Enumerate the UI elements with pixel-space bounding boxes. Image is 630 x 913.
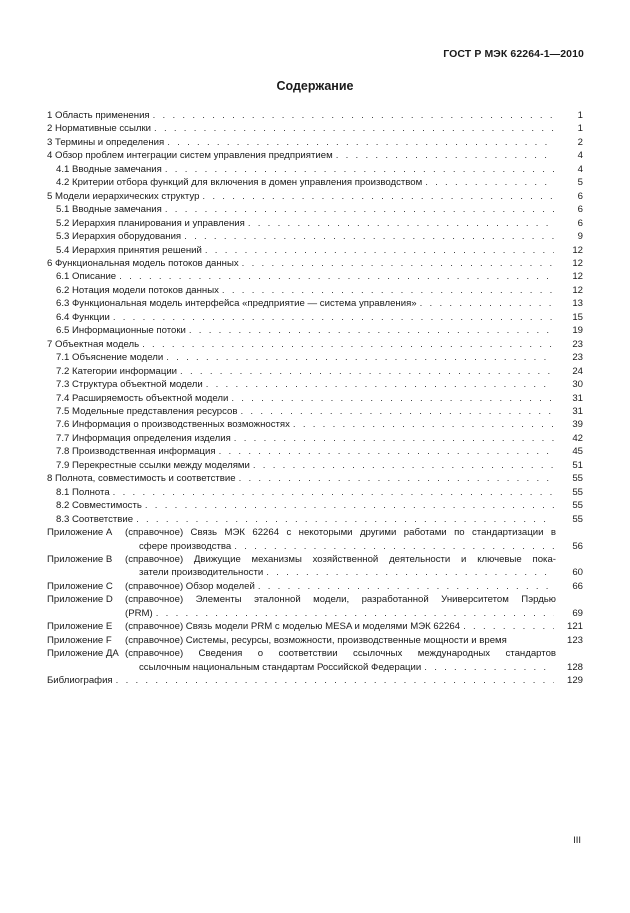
appendix-title-line2: сфере производства bbox=[139, 540, 232, 552]
toc-entry[interactable] bbox=[47, 122, 583, 135]
toc-entry-label: 7.6 Информация о производственных возможностях bbox=[56, 419, 290, 431]
toc-entry[interactable] bbox=[47, 459, 583, 472]
toc-entry-page: 15 bbox=[572, 311, 583, 323]
dot-leader bbox=[202, 190, 554, 203]
toc-entry[interactable] bbox=[47, 109, 583, 122]
toc-entry[interactable] bbox=[47, 176, 583, 189]
toc-entry[interactable] bbox=[47, 378, 583, 391]
dot-leader bbox=[424, 661, 554, 674]
toc-entry[interactable] bbox=[47, 338, 583, 351]
toc-entry[interactable] bbox=[47, 486, 583, 499]
toc-entry-label: 5.1 Вводные замечания bbox=[56, 204, 162, 216]
appendix-label: Приложение E bbox=[47, 621, 113, 633]
table-of-contents bbox=[47, 109, 583, 687]
toc-entry-appendix[interactable] bbox=[47, 620, 583, 633]
toc-entry-label: 7 Объектная модель bbox=[47, 338, 140, 350]
dot-leader bbox=[420, 297, 554, 310]
toc-entry[interactable] bbox=[47, 230, 583, 243]
dot-leader bbox=[242, 257, 554, 270]
toc-entry-label: 4.1 Вводные замечания bbox=[56, 163, 162, 175]
toc-entry[interactable] bbox=[47, 270, 583, 283]
toc-entry-label: 7.4 Расширяемость объектной модели bbox=[56, 392, 229, 404]
toc-entry-page: 4 bbox=[577, 163, 583, 175]
toc-entry-page: 45 bbox=[572, 446, 583, 458]
dot-leader bbox=[240, 405, 554, 418]
toc-sections bbox=[47, 109, 583, 526]
toc-entry-page: 60 bbox=[572, 567, 583, 579]
dot-leader bbox=[463, 620, 554, 633]
toc-entry-page: 1 bbox=[577, 123, 583, 135]
page-title: Содержание bbox=[276, 79, 354, 93]
toc-entry-label: 7.9 Перекрестные ссылки между моделями bbox=[56, 459, 250, 471]
toc-entry-label: 7.1 Объяснение модели bbox=[56, 352, 164, 364]
appendix-label: Приложение ДА bbox=[47, 648, 119, 660]
toc-entry-label: 6.1 Описание bbox=[56, 271, 117, 283]
dot-leader bbox=[293, 418, 554, 431]
dot-leader bbox=[219, 445, 554, 458]
toc-entry[interactable] bbox=[47, 284, 583, 297]
toc-entry-label: 2 Нормативные ссылки bbox=[47, 123, 152, 135]
toc-entry-appendix[interactable] bbox=[47, 526, 583, 553]
toc-entry[interactable] bbox=[47, 297, 583, 310]
toc-entry-page: 23 bbox=[572, 352, 583, 364]
appendix-title-line1: (справочное) Сведения о соответствии ссылочных международных стандартов bbox=[125, 648, 556, 660]
toc-entry-page: 24 bbox=[572, 365, 583, 377]
toc-entry-page: 23 bbox=[572, 338, 583, 350]
dot-leader bbox=[116, 674, 554, 687]
dot-leader bbox=[222, 284, 554, 297]
toc-entry-label: 7.7 Информация определения изделия bbox=[56, 432, 231, 444]
toc-entry-page: 31 bbox=[572, 392, 583, 404]
toc-entry-label: 7.5 Модельные представления ресурсов bbox=[56, 405, 238, 417]
toc-entry[interactable] bbox=[47, 499, 583, 512]
dot-leader bbox=[189, 324, 554, 337]
toc-entry-label: 8.2 Совместимость bbox=[56, 500, 142, 512]
toc-entry-page: 55 bbox=[572, 473, 583, 485]
toc-entry-page: 69 bbox=[572, 607, 583, 619]
toc-entry-page: 9 bbox=[577, 231, 583, 243]
toc-entry-page: 2 bbox=[577, 136, 583, 148]
toc-entry-label: 6.2 Нотация модели потоков данных bbox=[56, 284, 219, 296]
toc-entry[interactable] bbox=[47, 513, 583, 526]
toc-entry-page: 55 bbox=[572, 500, 583, 512]
toc-entry[interactable] bbox=[47, 203, 583, 216]
appendix-label: Приложение A bbox=[47, 527, 113, 539]
toc-entry-label: Библиография bbox=[47, 675, 113, 687]
toc-entry-label: 7.3 Структура объектной модели bbox=[56, 379, 203, 391]
toc-entry-label: 8.1 Полнота bbox=[56, 486, 110, 498]
toc-entry[interactable] bbox=[47, 324, 583, 337]
toc-entry-label: 6 Функциональная модель потоков данных bbox=[47, 257, 239, 269]
appendix-title-line1: (справочное) Связь МЭК 62264 с некоторыми другими работами по стандартизации в bbox=[125, 527, 556, 539]
appendix-title-line2: затели производительности bbox=[139, 567, 264, 579]
dot-leader bbox=[153, 109, 554, 122]
dot-leader bbox=[180, 365, 554, 378]
toc-entry-bibliography[interactable] bbox=[47, 674, 583, 687]
toc-entry[interactable] bbox=[47, 351, 583, 364]
appendix-title-line2: (PRM) bbox=[125, 607, 153, 619]
toc-entry[interactable] bbox=[47, 136, 583, 149]
toc-entry-page: 56 bbox=[572, 540, 583, 552]
toc-entry-page: 129 bbox=[566, 675, 583, 687]
toc-entry-page: 12 bbox=[572, 284, 583, 296]
dot-leader bbox=[234, 432, 554, 445]
toc-entry[interactable] bbox=[47, 257, 583, 270]
toc-entry-label: 5.4 Иерархия принятия решений bbox=[56, 244, 202, 256]
dot-leader bbox=[336, 149, 554, 162]
toc-entry-label: 7.2 Категории информации bbox=[56, 365, 178, 377]
dot-leader bbox=[113, 486, 554, 499]
dot-leader bbox=[165, 163, 554, 176]
appendix-title: (справочное) Обзор моделей bbox=[125, 580, 255, 592]
toc-entry-appendix[interactable] bbox=[47, 580, 583, 593]
toc-entry[interactable] bbox=[47, 163, 583, 176]
dot-leader bbox=[154, 122, 554, 135]
toc-entry-page: 1 bbox=[577, 110, 583, 121]
toc-entry-page: 6 bbox=[577, 217, 583, 229]
toc-entry-page: 42 bbox=[572, 432, 583, 444]
dot-leader bbox=[234, 540, 554, 553]
dot-leader bbox=[166, 351, 554, 364]
toc-entry-label: 4 Обзор проблем интеграции систем управления предприятием bbox=[47, 150, 333, 162]
toc-entry[interactable] bbox=[47, 149, 583, 162]
dot-leader bbox=[156, 607, 554, 620]
toc-entry-page: 39 bbox=[572, 419, 583, 431]
toc-entry-label: 7.8 Производственная информация bbox=[56, 446, 216, 458]
toc-entry[interactable] bbox=[47, 445, 583, 458]
dot-leader bbox=[136, 513, 554, 526]
toc-entry[interactable] bbox=[47, 432, 583, 445]
toc-entry-label: 5.3 Иерархия оборудования bbox=[56, 231, 182, 243]
toc-entry-page: 4 bbox=[577, 150, 583, 162]
toc-entry[interactable] bbox=[47, 190, 583, 203]
toc-entry[interactable] bbox=[47, 418, 583, 431]
toc-entry-appendix[interactable] bbox=[47, 593, 583, 620]
toc-entry-page: 6 bbox=[577, 190, 583, 202]
toc-entry-label: 8 Полнота, совместимость и соответствие bbox=[47, 473, 236, 485]
toc-entry[interactable] bbox=[47, 365, 583, 378]
toc-entry[interactable] bbox=[47, 244, 583, 257]
dot-leader bbox=[142, 338, 554, 351]
dot-leader bbox=[205, 244, 554, 257]
dot-leader bbox=[231, 392, 554, 405]
toc-entry-page: 128 bbox=[566, 661, 583, 673]
toc-entry-label: 5.2 Иерархия планирования и управления bbox=[56, 217, 245, 229]
toc-entry-page: 55 bbox=[572, 486, 583, 498]
appendix-title-line2: ссылочным национальным стандартам Российской Федерации bbox=[139, 661, 422, 673]
toc-entry-page: 5 bbox=[577, 177, 583, 189]
toc-entry-page: 123 bbox=[566, 634, 583, 646]
toc-entry-appendix[interactable] bbox=[47, 647, 583, 674]
dot-leader bbox=[425, 176, 554, 189]
appendix-label: Приложение C bbox=[47, 580, 113, 592]
toc-entry[interactable] bbox=[47, 472, 583, 485]
dot-leader bbox=[167, 136, 554, 149]
dot-leader bbox=[253, 459, 554, 472]
appendix-label: Приложение F bbox=[47, 634, 112, 646]
dot-leader bbox=[119, 270, 554, 283]
toc-entry-page: 12 bbox=[572, 271, 583, 283]
toc-entry-page: 19 bbox=[572, 325, 583, 337]
dot-leader bbox=[266, 566, 554, 579]
toc-entry-label: 6.4 Функции bbox=[56, 311, 110, 323]
toc-entry-page: 12 bbox=[572, 244, 583, 256]
dot-leader bbox=[165, 203, 554, 216]
appendix-title: (справочное) Связь модели PRM с моделью MESA и моделями МЭК 62264 bbox=[125, 621, 461, 633]
toc-entry[interactable] bbox=[47, 392, 583, 405]
toc-entry-page: 12 bbox=[572, 257, 583, 269]
dot-leader bbox=[145, 499, 554, 512]
toc-entry-label: 4.2 Критерии отбора функций для включения в домен управления производством bbox=[56, 177, 423, 189]
dot-leader bbox=[258, 580, 554, 593]
toc-entry-page: 13 bbox=[572, 298, 583, 310]
dot-leader bbox=[184, 230, 554, 243]
toc-entry-page: 51 bbox=[572, 459, 583, 471]
toc-entry[interactable] bbox=[47, 217, 583, 230]
toc-entry-page: 121 bbox=[566, 621, 583, 633]
appendix-title: (справочное) Системы, ресурсы, возможности, производственные мощности и время bbox=[125, 634, 507, 646]
toc-entry-label: 3 Термины и определения bbox=[47, 136, 165, 148]
page-number: III bbox=[573, 835, 581, 846]
dot-leader bbox=[239, 472, 554, 485]
toc-entry-page: 66 bbox=[572, 580, 583, 592]
toc-entry-page: 6 bbox=[577, 204, 583, 216]
toc-entry-label: 8.3 Соответствие bbox=[56, 513, 134, 525]
toc-entry-appendix[interactable] bbox=[47, 634, 583, 647]
dot-leader bbox=[206, 378, 554, 391]
toc-entry-appendix[interactable] bbox=[47, 553, 583, 580]
toc-appendices bbox=[47, 526, 583, 674]
toc-entry[interactable] bbox=[47, 311, 583, 324]
toc-entry-label: 5 Модели иерархических структур bbox=[47, 190, 200, 202]
appendix-label: Приложение D bbox=[47, 594, 113, 606]
toc-entry-label: 6.5 Информационные потоки bbox=[56, 325, 186, 337]
appendix-label: Приложение B bbox=[47, 553, 113, 565]
standard-code: ГОСТ Р МЭК 62264-1—2010 bbox=[443, 48, 584, 60]
toc-entry-label: 6.3 Функциональная модель интерфейса «предприятие — система управления» bbox=[56, 298, 417, 310]
dot-leader bbox=[248, 217, 554, 230]
toc-entry-label: 1 Область применения bbox=[47, 110, 150, 121]
toc-entry-page: 55 bbox=[572, 513, 583, 525]
appendix-title-line1: (справочное) Движущие механизмы хозяйственной деятельности и ключевые пока- bbox=[125, 553, 556, 565]
dot-leader bbox=[113, 311, 554, 324]
toc-entry[interactable] bbox=[47, 405, 583, 418]
toc-entry-page: 31 bbox=[572, 405, 583, 417]
appendix-title-line1: (справочное) Элементы эталонной модели, разработанной Университетом Пэрдью bbox=[125, 594, 556, 606]
toc-entry-page: 30 bbox=[572, 379, 583, 391]
